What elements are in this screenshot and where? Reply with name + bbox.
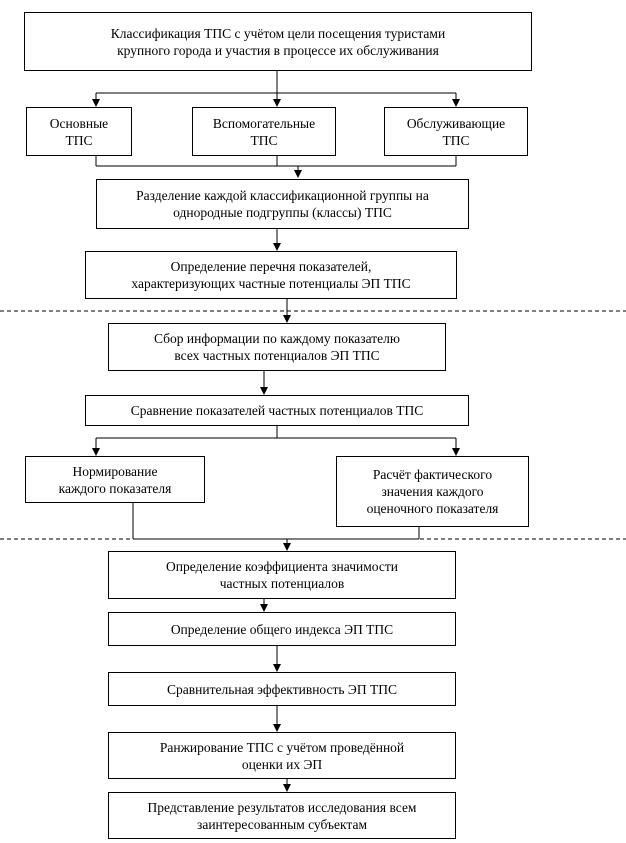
indicators-list-box: Определение перечня показателей, характеризующих частные потенциалы ЭП ТПС: [85, 251, 457, 299]
actual-value-box: Расчёт фактического значения каждого оценочного показателя: [336, 456, 529, 527]
ranking-box: Ранжирование ТПС с учётом проведённой оценки их ЭП: [108, 732, 456, 779]
significance-box: Определение коэффициента значимости частных потенциалов: [108, 551, 456, 599]
category-service-box: Обслуживающие ТПС: [384, 107, 528, 156]
title-box: Классификация ТПС с учётом цели посещения туристами крупного города и участия в процессе их обслуживания: [24, 12, 532, 71]
general-index-box: Определение общего индекса ЭП ТПС: [108, 612, 456, 646]
efficiency-box: Сравнительная эффективность ЭП ТПС: [108, 672, 456, 706]
category-main-box: Основные ТПС: [26, 107, 132, 156]
category-auxiliary-box: Вспомогательные ТПС: [192, 107, 336, 156]
presentation-box: Представление результатов исследования всем заинтересованным субъектам: [108, 792, 456, 839]
normalization-box: Нормирование каждого показателя: [25, 456, 205, 503]
division-box: Разделение каждой классификационной группы на однородные подгруппы (классы) ТПС: [96, 179, 469, 229]
data-collection-box: Сбор информации по каждому показателю всех частных потенциалов ЭП ТПС: [108, 323, 446, 371]
comparison-box: Сравнение показателей частных потенциалов ТПС: [85, 395, 469, 426]
